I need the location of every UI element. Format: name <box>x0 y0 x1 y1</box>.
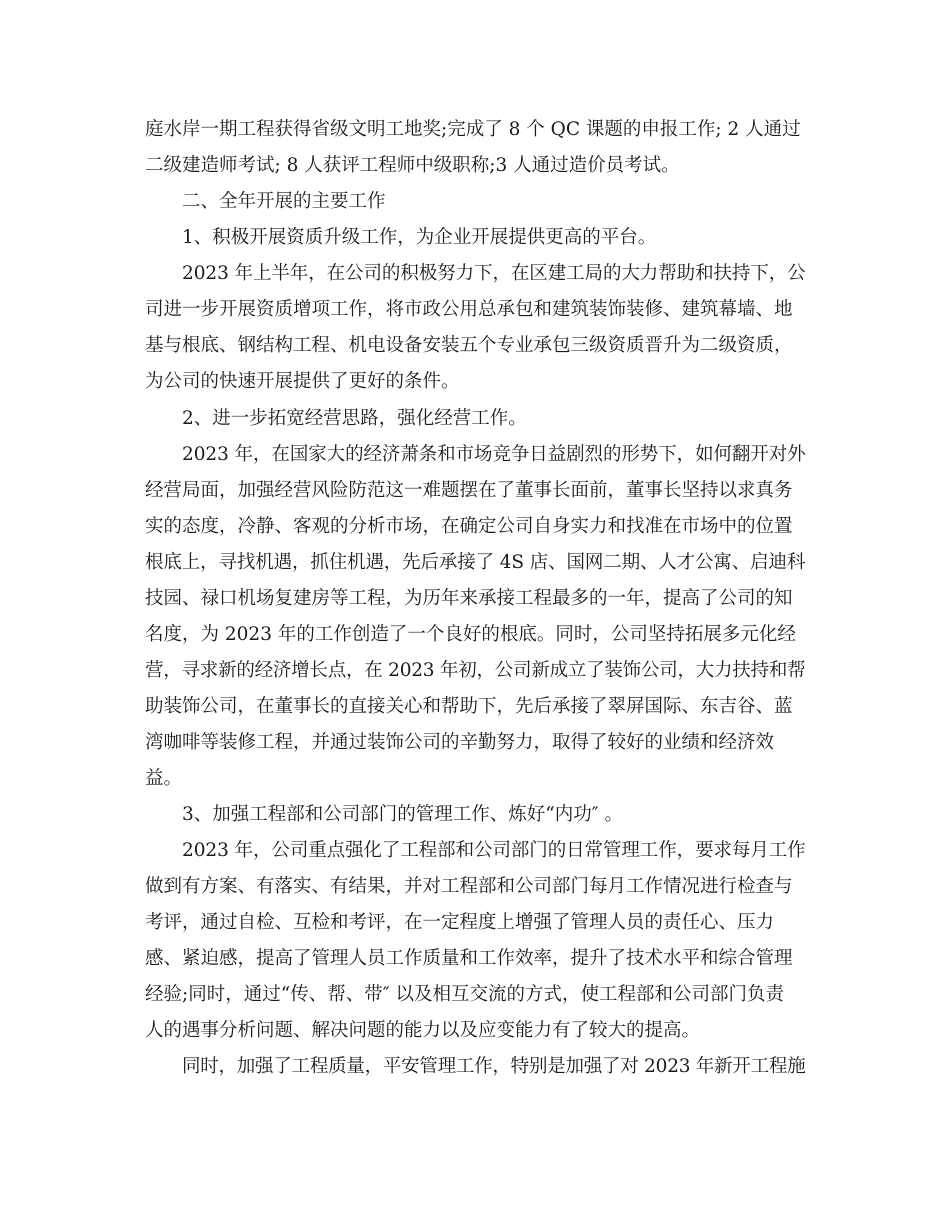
text-line-2: 二级建造师考试; 8 人获评工程师中级职称;3 人通过造价员考试。 <box>145 155 680 176</box>
text-line-24: 感、紧迫感，提高了管理人员工作质量和工作效率，提升了技术水平和综合管理 <box>145 948 793 969</box>
text-line-16: 营，寻求新的经济增长点，在 2023 年初，公司新成立了装饰公司，大力扶持和帮 <box>145 660 806 681</box>
text-line-12: 实的态度，冷静、客观的分析市场，在确定公司自身实力和找准在市场中的位置 <box>145 516 793 537</box>
text-line-22: 做到有方案、有落实、有结果，并对工程部和公司部门每月工作情况进行检查与 <box>145 876 793 897</box>
text-line-17: 助装饰公司，在董事长的直接关心和帮助下，先后承接了翠屏国际、东吉谷、蓝 <box>145 696 793 717</box>
text-line-21: 2023 年，公司重点强化了工程部和公司部门的日常管理工作，要求每月工作 <box>182 840 806 861</box>
subsection-heading-3: 3、加强工程部和公司部门的管理工作、炼好“内功″ 。 <box>182 804 624 825</box>
subsection-heading-1: 1、积极开展资质升级工作，为企业开展提供更高的平台。 <box>182 227 657 248</box>
text-line-11: 经营局面，加强经营风险防范这一难题摆在了董事长面前，董事长坚持以求真务 <box>145 480 793 501</box>
text-line-14: 技园、禄口机场复建房等工程，为历年来承接工程最多的一年，提高了公司的知 <box>145 588 793 609</box>
text-line-6: 司进一步开展资质增项工作，将市政公用总承包和建筑装饰装修、建筑幕墙、地 <box>145 299 793 320</box>
text-line-26: 人的遇事分析问题、解决问题的能力以及应变能力有了较大的提高。 <box>145 1020 701 1041</box>
text-line-19: 益。 <box>145 768 183 789</box>
text-line-5: 2023 年上半年，在公司的积极努力下，在区建工局的大力帮助和扶持下，公 <box>182 263 806 284</box>
text-line-25: 经验;同时，通过“传、帮、带″ 以及相互交流的方式，使工程部和公司部门负责 <box>145 984 784 1005</box>
text-line-1: 庭水岸一期工程获得省级文明工地奖;完成了 8 个 QC 课题的申报工作; 2 人通过 <box>145 119 801 140</box>
text-line-7: 基与根底、钢结构工程、机电设备安装五个专业承包三级资质晋升为二级资质， <box>145 335 793 356</box>
text-line-23: 考评，通过自检、互检和考评，在一定程度上增强了管理人员的责任心、压力 <box>145 912 775 933</box>
text-line-18: 湾咖啡等装修工程，并通过装饰公司的辛勤努力，取得了较好的业绩和经济效 <box>145 732 775 753</box>
text-line-15: 名度，为 2023 年的工作创造了一个良好的根底。同时，公司坚持拓展多元化经 <box>145 624 796 645</box>
text-line-13: 根底上，寻找机遇，抓住机遇，先后承接了 4S 店、国网二期、人才公寓、启迪科 <box>145 552 806 573</box>
section-heading: 二、全年开展的主要工作 <box>182 191 386 212</box>
text-line-10: 2023 年，在国家大的经济萧条和市场竞争日益剧烈的形势下，如何翻开对外 <box>182 444 806 465</box>
text-line-8: 为公司的快速开展提供了更好的条件。 <box>145 371 460 392</box>
subsection-heading-2: 2、进一步拓宽经营思路，强化经营工作。 <box>182 408 527 429</box>
text-line-27: 同时，加强了工程质量，平安管理工作，特别是加强了对 2023 年新开工程施 <box>182 1056 806 1077</box>
